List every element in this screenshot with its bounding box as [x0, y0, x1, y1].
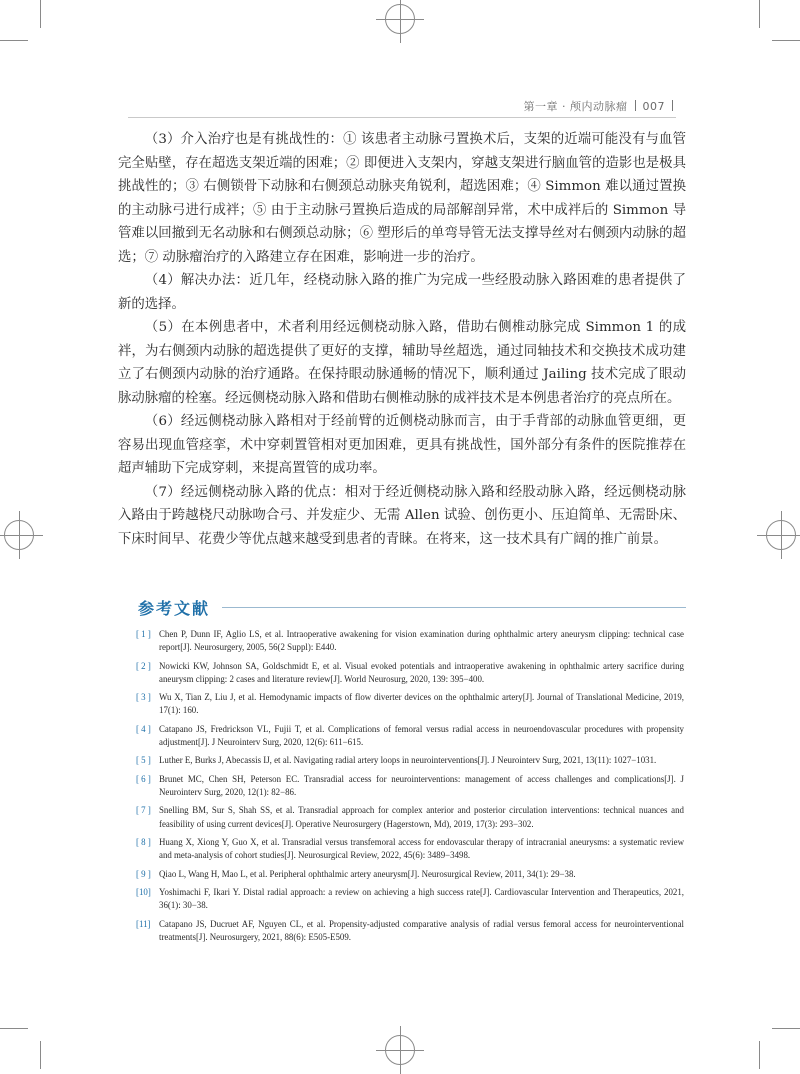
reference-text: Nowicki KW, Johnson SA, Goldschmidt E, et al. Visual evoked potentials and intraoperative awakening in ophthalmic artery sacrifice during aneurysm clipping: 2 cases and literature review[J]. World Neurosurg, 2020, 139: 395−400.: [159, 660, 684, 684]
crop-mark-top-right-h: [772, 40, 800, 41]
paragraph-7: （7）经远侧桡动脉入路的优点：相对于经近侧桡动脉入路和经股动脉入路，经远侧桡动脉入路由于跨越桡尺动脉吻合弓、并发症少、无需 Allen 试验、创伤更小、压迫简单、无需卧床、下床时间早、花费少等优点越来越受到患者的青睐。在将来，这一技术具有广阔的推广前景。: [118, 484, 686, 547]
reference-number: [ 3 ]: [136, 692, 151, 703]
crop-mark-top-right-v: [759, 0, 760, 28]
registration-mark-bottom: [385, 1035, 415, 1065]
reference-number: [ 7 ]: [136, 805, 151, 816]
registration-mark-left: [4, 520, 34, 550]
references-rule: [222, 607, 686, 608]
reference-number: [ 5 ]: [136, 755, 151, 766]
reference-number: [ 2 ]: [136, 660, 151, 671]
reference-text: Chen P, Dunn IF, Aglio LS, et al. Intraoperative awakening for vision examination during ophthalmic artery aneurysm clipping: technical case report[J]. Neurosurgery, 2005, 56(2 Suppl): E440.: [159, 629, 684, 653]
reference-text: Wu X, Tian Z, Liu J, et al. Hemodynamic impacts of flow diverter devices on the ophthalmic artery[J]. Journal of Translational Medicine, 2019, 17(1): 160.: [159, 692, 684, 716]
reference-text: Yoshimachi F, Ikari Y. Distal radial approach: a review on achieving a high success rate[J]. Cardiovascular Intervention and Therapeutics, 2021, 36(1): 30−38.: [159, 886, 684, 911]
page-number: 007: [642, 100, 665, 113]
paragraph-3: （3）介入治疗也是有挑战性的：① 该患者主动脉弓置换术后，支架的近端可能没有与血管完全贴壁，存在超选支架近端的困难；② 即便进入支架内，穿越支架进行脑血管的造影也是极具挑战性的；③ 右侧锁骨下动脉和右侧颈总动脉夹角锐利，超选困难；④ Simmon 难以通过置换的主动脉弓进行成袢；⑤ 由于主动脉弓置换后造成的局部解剖异常，术中成袢后的 Simmon 导管难以回撤到无名动脉和右侧颈总动脉；⑥ 塑形后的单弯导管无法支撑导丝对右侧颈内动脉的超选；⑦ 动脉瘤治疗的入路建立存在困难，影响进一步的治疗。: [118, 132, 686, 265]
crop-mark-bottom-left-h: [0, 1028, 28, 1029]
header-rule: [128, 117, 676, 118]
reference-item: [136, 723, 684, 749]
paragraph-6: （6）经远侧桡动脉入路相对于经前臂的近侧桡动脉而言，由于手背部的动脉血管更细，更容易出现血管痉挛，术中穿刺置管相对更加困难，更具有挑战性，国外部分有条件的医院推荐在超声辅助下完成穿刺，来提高置管的成功率。: [118, 414, 686, 476]
reference-number: [ 6 ]: [136, 773, 151, 784]
paragraph-4: （4）解决办法：近几年，经桡动脉入路的推广为完成一些经股动脉入路困难的患者提供了新的选择。: [118, 273, 686, 312]
crop-mark-top-left-h: [0, 40, 28, 41]
reference-item: [136, 804, 684, 830]
reference-text: Catapano JS, Fredrickson VL, Fujii T, et al. Complications of femoral versus radial access in neuroendovascular procedures with propensity adjustment[J]. J Neurointerv Surg, 2020, 12(6): 611−615.: [159, 723, 684, 747]
reference-item: [136, 754, 684, 767]
body-text: [118, 128, 686, 551]
crop-mark-top-left-v: [40, 0, 41, 28]
reference-text: Luther E, Burks J, Abecassis IJ, et al. Navigating radial artery loops in neurointerventions[J]. J Neurointerv Surg, 2021, 13(11): 1027−1031.: [159, 755, 657, 766]
registration-mark-top: [385, 4, 415, 34]
reference-number: [11]: [136, 918, 151, 929]
chapter-title: 第一章 · 颅内动脉瘤: [523, 100, 628, 113]
references-title: 参考文献: [138, 598, 211, 618]
reference-text: Qiao L, Wang H, Mao L, et al. Peripheral ophthalmic artery aneurysm[J]. Neurosurgical Review, 2011, 34(1): 29−38.: [159, 868, 576, 879]
reference-number: [ 4 ]: [136, 723, 151, 734]
reference-number: [10]: [136, 886, 151, 897]
crop-mark-bottom-right-v: [759, 1041, 760, 1069]
references-heading: [138, 596, 686, 618]
registration-mark-right: [766, 520, 796, 550]
reference-text: Brunet MC, Chen SH, Peterson EC. Transradial access for neurointerventions: management of access challenges and complications[J]. J Neurointerv Surg, 2020, 12(1): 82−86.: [159, 773, 684, 797]
reference-number: [ 1 ]: [136, 629, 151, 639]
crop-mark-bottom-left-v: [40, 1041, 41, 1069]
reference-text: Huang X, Xiong Y, Guo X, et al. Transradial versus transfemoral access for endovascular therapy of intracranial aneurysms: a systematic review and meta-analysis of cohort studies[J]. Neurosurgical Review, 2022, 45(6): 3489−3498.: [159, 836, 684, 861]
header-separator-end: [672, 100, 673, 111]
reference-text: Catapano JS, Ducruet AF, Nguyen CL, et al. Propensity-adjusted comparative analysis of radial versus femoral access for neurointerventional treatments[J]. Neurosurgery, 2021, 88(6): E505-E509.: [159, 918, 684, 942]
reference-item: [136, 918, 684, 944]
reference-item: [136, 886, 684, 912]
crop-mark-bottom-right-h: [772, 1028, 800, 1029]
reference-item: [136, 691, 684, 717]
reference-item: [136, 868, 684, 881]
reference-item: [136, 773, 684, 799]
reference-list: [136, 628, 684, 949]
reference-item: [136, 660, 684, 686]
paragraph-5: （5）在本例患者中，术者利用经远侧桡动脉入路，借助右侧椎动脉完成 Simmon 1 的成袢，为右侧颈内动脉的超选提供了更好的支撑，辅助导丝超选，通过同轴技术和交换技术成功建立了右侧颈内动脉的治疗通路。在保持眼动脉通畅的情况下，顺利通过 Jailing 技术完成了眼动脉动脉瘤的栓塞。经远侧桡动脉入路和借助右侧椎动脉的成袢技术是本例患者治疗的亮点所在。: [118, 320, 686, 406]
reference-item: [136, 628, 684, 654]
reference-item: [136, 836, 684, 862]
running-header: [524, 98, 677, 114]
reference-number: [ 8 ]: [136, 836, 151, 847]
header-separator: [635, 100, 636, 111]
reference-text: Snelling BM, Sur S, Shah SS, et al. Transradial approach for complex anterior and posterior circulation interventions: technical nuances and feasibility of using current devices[J]. Operative Neurosurgery (Hagerstown, Md), 2019, 17(3): 293−302.: [159, 805, 684, 829]
reference-number: [ 9 ]: [136, 868, 151, 879]
